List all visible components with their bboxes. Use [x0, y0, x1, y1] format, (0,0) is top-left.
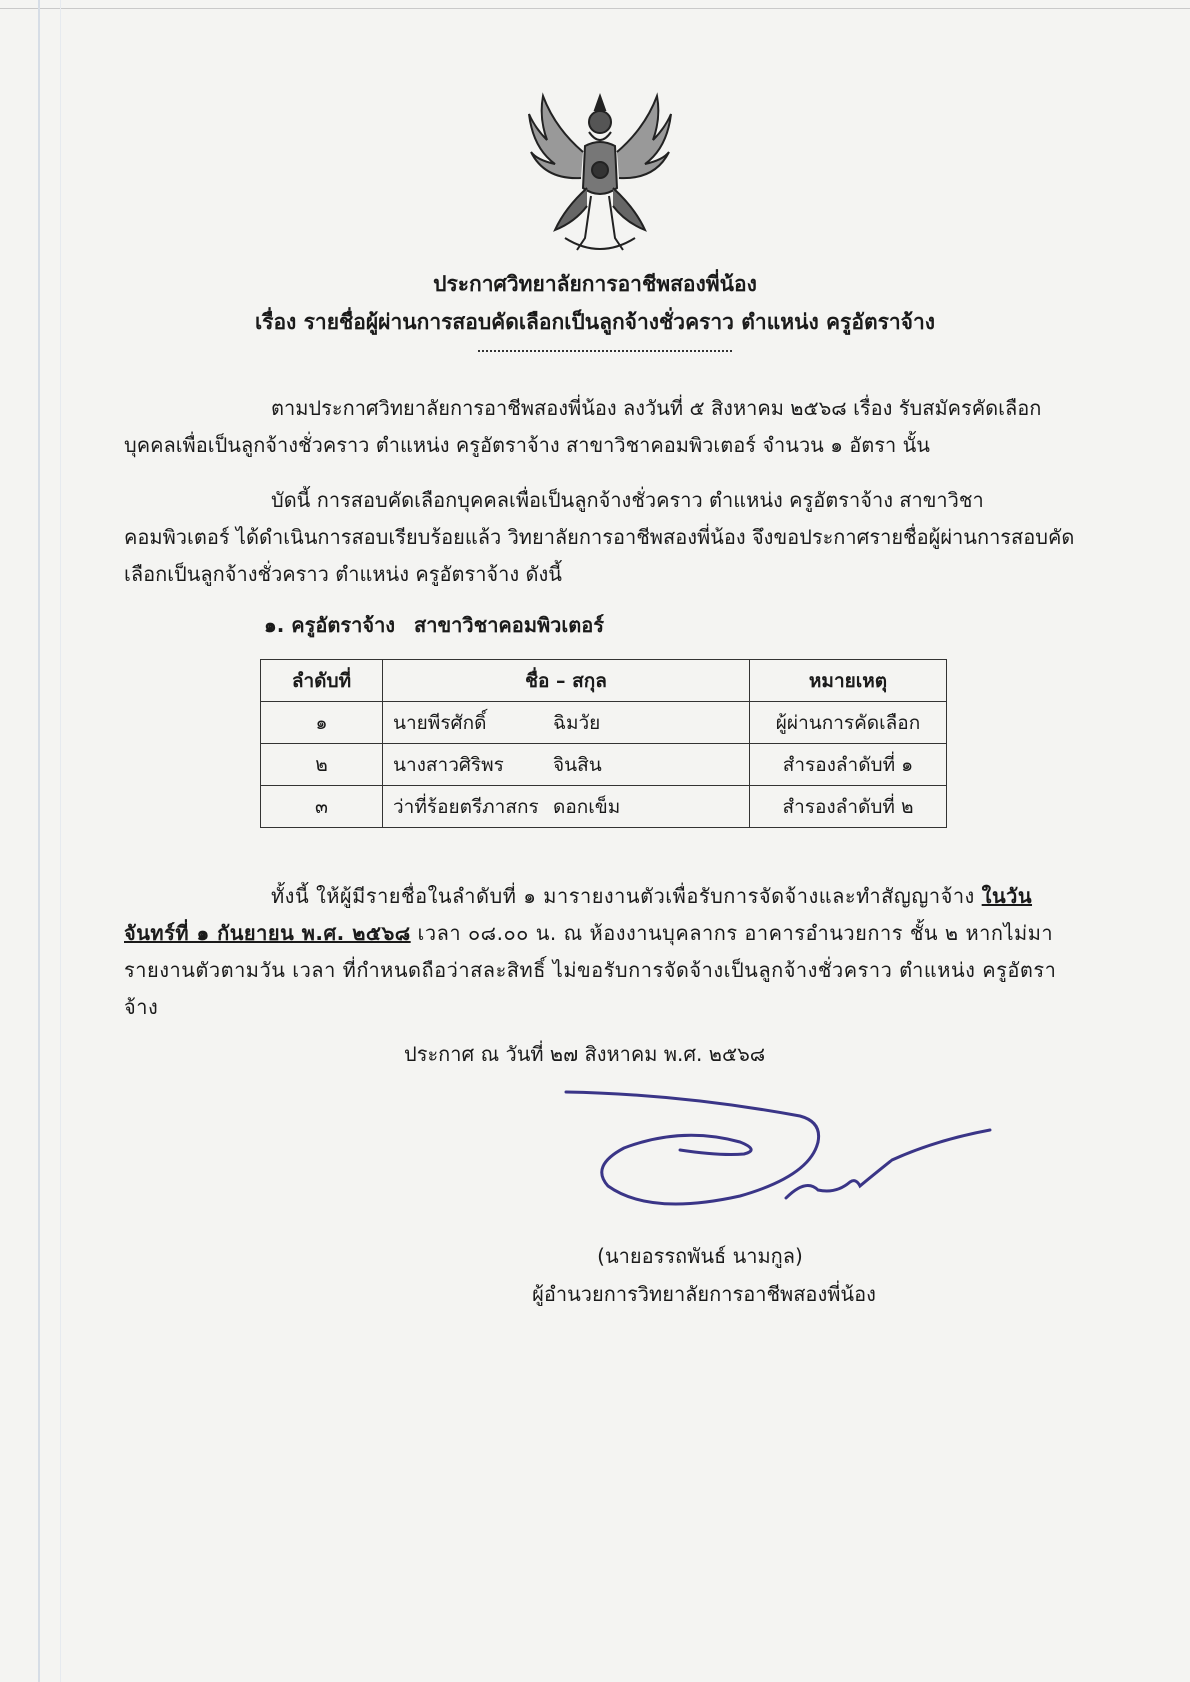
paragraph-report-instructions: [124, 878, 1082, 1026]
row-order: ๒: [261, 744, 383, 786]
row-first-name: นางสาวศิริพร: [393, 753, 504, 776]
row-first-name: นายพีรศักดิ์: [393, 711, 487, 734]
row-note: ผู้ผ่านการคัดเลือก: [750, 702, 947, 744]
table-row: [261, 702, 947, 744]
row-note: สำรองลำดับที่ ๑: [750, 744, 947, 786]
row-last-name: ดอกเข็ม: [553, 795, 621, 818]
report-text-end: เวลา ๐๘.๐๐ น. ณ ห้องงานบุคลากร อาคารอำนวยการ ชั้น ๒ หากไม่มารายงานตัวตามวัน เวลา ที่กำหนดถือว่าสละสิทธิ์ ไม่ขอรับการจัดจ้างเป็นลูกจ้างชั่วคราว ตำแหน่ง ครูอัตราจ้าง: [124, 921, 1057, 1019]
scan-edge-top: [0, 8, 1190, 9]
report-text-start: ทั้งนี้ ให้ผู้มีรายชื่อในลำดับที่ ๑ มารายงานตัวเพื่อรับการจัดจ้างและทำสัญญาจ้าง: [271, 884, 982, 908]
signer-title: ผู้อำนวยการวิทยาลัยการอาชีพสองพี่น้อง: [532, 1282, 876, 1306]
row-fullname: [383, 786, 750, 828]
paragraph-reference: ตามประกาศวิทยาลัยการอาชีพสองพี่น้อง ลงวันที่ ๕ สิงหาคม ๒๕๖๘ เรื่อง รับสมัครคัดเลือกบุคคลเพื่อเป็นลูกจ้างชั่วคราว ตำแหน่ง ครูอัตราจ้าง สาขาวิชาคอมพิวเตอร์ จำนวน ๑ อัตรา นั้น: [124, 396, 1042, 457]
table-row: [261, 744, 947, 786]
header-order: ลำดับที่: [261, 660, 383, 702]
announcement-title: ประกาศวิทยาลัยการอาชีพสองพี่น้อง: [433, 272, 757, 296]
handwritten-signature: [560, 1090, 1010, 1230]
row-note: สำรองลำดับที่ ๒: [750, 786, 947, 828]
table-header-row: [261, 660, 947, 702]
section-position: ๑. ครูอัตราจ้าง: [264, 613, 396, 637]
row-order: ๓: [261, 786, 383, 828]
row-last-name: ฉิมวัย: [553, 711, 601, 734]
signer-name: (นายอรรถพันธ์ นามกูล): [597, 1244, 803, 1268]
row-fullname: [383, 744, 750, 786]
row-fullname: [383, 702, 750, 744]
paragraph-result: บัดนี้ การสอบคัดเลือกบุคคลเพื่อเป็นลูกจ้างชั่วคราว ตำแหน่ง ครูอัตราจ้าง สาขาวิชาคอมพิวเตอร์ ได้ดำเนินการสอบเรียบร้อยแล้ว วิทยาลัยการอาชีพสองพี่น้อง จึงขอประกาศรายชื่อผู้ผ่านการสอบคัดเลือกเป็นลูกจ้างชั่วคราว ตำแหน่ง ครูอัตราจ้าง ดังนี้: [124, 488, 1075, 586]
header-name: ชื่อ – สกุล: [383, 660, 750, 702]
row-first-name: ว่าที่ร้อยตรีภาสกร: [393, 795, 539, 818]
garuda-emblem-icon: [525, 88, 675, 260]
announcement-subject: เรื่อง รายชื่อผู้ผ่านการสอบคัดเลือกเป็นลูกจ้างชั่วคราว ตำแหน่ง ครูอัตราจ้าง: [254, 310, 936, 334]
report-date: ในวันจันทร์ที่ ๑ กันยายน พ.ศ. ๒๕๖๘: [124, 884, 1033, 945]
dotted-separator: [478, 350, 732, 354]
scan-edge-left-faint: [60, 0, 61, 1682]
section-branch: สาขาวิชาคอมพิวเตอร์: [414, 613, 604, 637]
table-row: [261, 786, 947, 828]
candidate-table: [260, 659, 947, 828]
header-note: หมายเหตุ: [750, 660, 947, 702]
section-heading: [264, 609, 604, 641]
announcement-date: ประกาศ ณ วันที่ ๒๗ สิงหาคม พ.ศ. ๒๕๖๘: [404, 1042, 766, 1066]
scan-edge-left: [38, 0, 40, 1682]
row-order: ๑: [261, 702, 383, 744]
row-last-name: จินสิน: [553, 753, 602, 776]
